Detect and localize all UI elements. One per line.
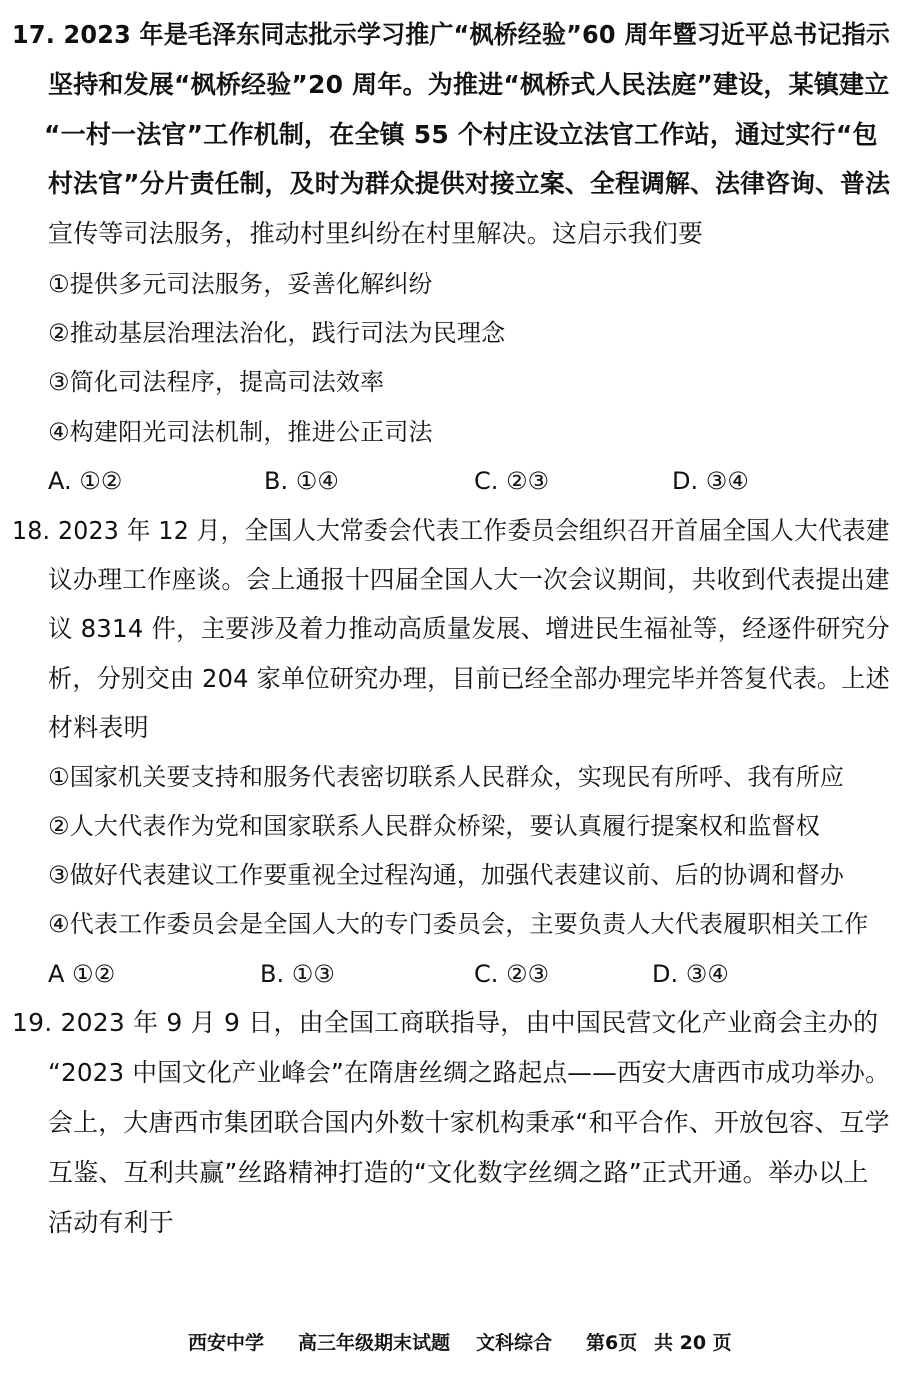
q19-stem-line-3: 会上，大唐西市集团联合国内外数十家机构秉承“和平合作、开放包容、互学 [48,1108,890,1137]
q18-option-2: ②人大代表作为党和国家联系人民群众桥梁，要认真履行提案权和监督权 [48,812,820,840]
q18-stem-line-3: 议 8314 件，主要涉及着力推动高质量发展、增进民生福祉等，经逐件研究分 [48,614,890,643]
q17-stem-line-1: 17. 2023 年是毛泽东同志批示学习推广“枫桥经验”60 周年暨习近平总书记指示 [12,20,891,49]
q18-choice-a: A ①② [48,960,116,988]
q19-stem-line-2: “2023 中国文化产业峰会”在隋唐丝绸之路起点——西安大唐西市成功举办。 [48,1058,890,1087]
q18-choice-c: C. ②③ [474,960,550,988]
q17-choice-d: D. ③④ [672,467,749,495]
footer-exam: 高三年级期末试题 [298,1332,451,1354]
q17-stem-line-3: “一村一法官”工作机制，在全镇 55 个村庄设立法官工作站，通过实行“包 [44,120,878,149]
q17-stem-line-4: 村法官”分片责任制，及时为群众提供对接立案、全程调解、法律咨询、普法 [48,169,891,198]
q19-stem-line-5: 活动有利于 [48,1208,175,1237]
q18-stem-line-4: 析，分别交由 204 家单位研究办理，目前已经全部办理完毕并答复代表。上述 [48,664,891,693]
q17-choice-c: C. ②③ [474,467,550,495]
footer-page-number: 第6页 [586,1332,638,1354]
q17-option-4: ④构建阳光司法机制，推进公正司法 [48,418,433,446]
page-footer [0,1328,900,1358]
q18-choices [48,959,848,989]
q18-option-1: ①国家机关要支持和服务代表密切联系人民群众，实现民有所呼、我有所应 [48,763,845,791]
q17-option-1: ①提供多元司法服务，妥善化解纠纷 [48,270,433,298]
q18-stem-line-1: 18. 2023 年 12 月，全国人大常委会代表工作委员会组织召开首届全国人大代表建 [12,516,890,545]
q17-stem-line-5: 宣传等司法服务，推动村里纠纷在村里解决。这启示我们要 [48,219,704,248]
q18-choice-d: D. ③④ [652,960,729,988]
q17-option-2: ②推动基层治理法治化，践行司法为民理念 [48,319,506,347]
q19-stem-line-4: 互鉴、互利共赢”丝路精神打造的“文化数字丝绸之路”正式开通。举办以上 [48,1158,869,1187]
q17-choice-b: B. ①④ [264,467,339,495]
q17-option-3: ③简化司法程序，提高司法效率 [48,368,385,396]
q18-option-3: ③做好代表建议工作要重视全过程沟通，加强代表建议前、后的协调和督办 [48,861,845,889]
q18-option-4: ④代表工作委员会是全国人大的专门委员会，主要负责人大代表履职相关工作 [48,910,869,938]
footer-subject: 文科综合 [476,1332,553,1354]
q18-stem-line-2: 议办理工作座谈。会上通报十四届全国人大一次会议期间，共收到代表提出建 [48,565,890,594]
q17-choice-a: A. ①② [48,467,123,495]
q18-choice-b: B. ①③ [260,960,335,988]
q17-stem-line-2: 坚持和发展“枫桥经验”20 周年。为推进“枫桥式人民法庭”建设，某镇建立 [48,70,890,99]
q18-stem-line-5: 材料表明 [48,713,149,742]
q19-stem-line-1: 19. 2023 年 9 月 9 日，由全国工商联指导，由中国民营文化产业商会主办的 [12,1008,879,1037]
footer-school: 西安中学 [188,1332,265,1354]
footer-total-pages: 共 20 页 [654,1332,732,1354]
q17-choices [48,466,848,496]
